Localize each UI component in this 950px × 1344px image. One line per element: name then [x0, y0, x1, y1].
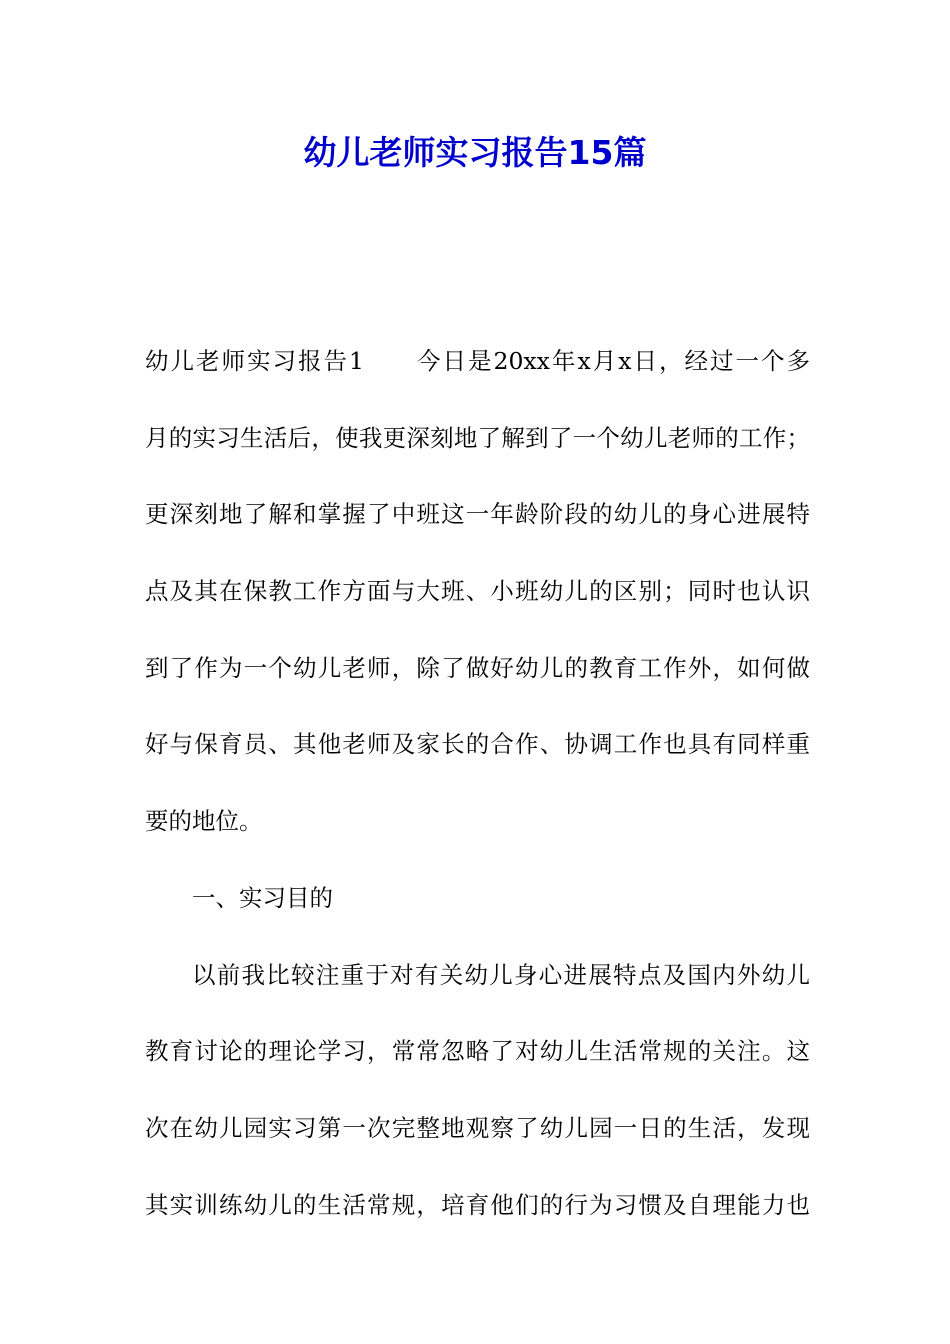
text-line: 幼儿老师实习报告1 今日是20xx年x月x日，经过一个多 [145, 347, 810, 375]
section-heading: 一、实习目的 [192, 883, 333, 912]
text-line: 次在幼儿园实习第一次完整地观察了幼儿园一日的生活，发现 [145, 1113, 810, 1142]
text-line: 好与保育员、其他老师及家长的合作、协调工作也具有同样重 [145, 730, 810, 759]
text-line: 到了作为一个幼儿老师，除了做好幼儿的教育工作外，如何做 [145, 653, 810, 682]
document-body [145, 336, 810, 1256]
text-line: 月的实习生活后，使我更深刻地了解到了一个幼儿老师的工作； [145, 423, 810, 452]
text-line: 点及其在保教工作方面与大班、小班幼儿的区别；同时也认识 [145, 577, 810, 606]
text-line: 其实训练幼儿的生活常规，培育他们的行为习惯及自理能力也 [145, 1190, 810, 1219]
text-line: 以前我比较注重于对有关幼儿身心进展特点及国内外幼儿 [192, 960, 810, 989]
text-line: 要的地位。 [145, 807, 263, 836]
text-line: 教育讨论的理论学习，常常忽略了对幼儿生活常规的关注。这 [145, 1037, 810, 1066]
document-title: 幼儿老师实习报告15篇 [303, 133, 647, 172]
text-line: 更深刻地了解和掌握了中班这一年龄阶段的幼儿的身心进展特 [145, 500, 810, 529]
